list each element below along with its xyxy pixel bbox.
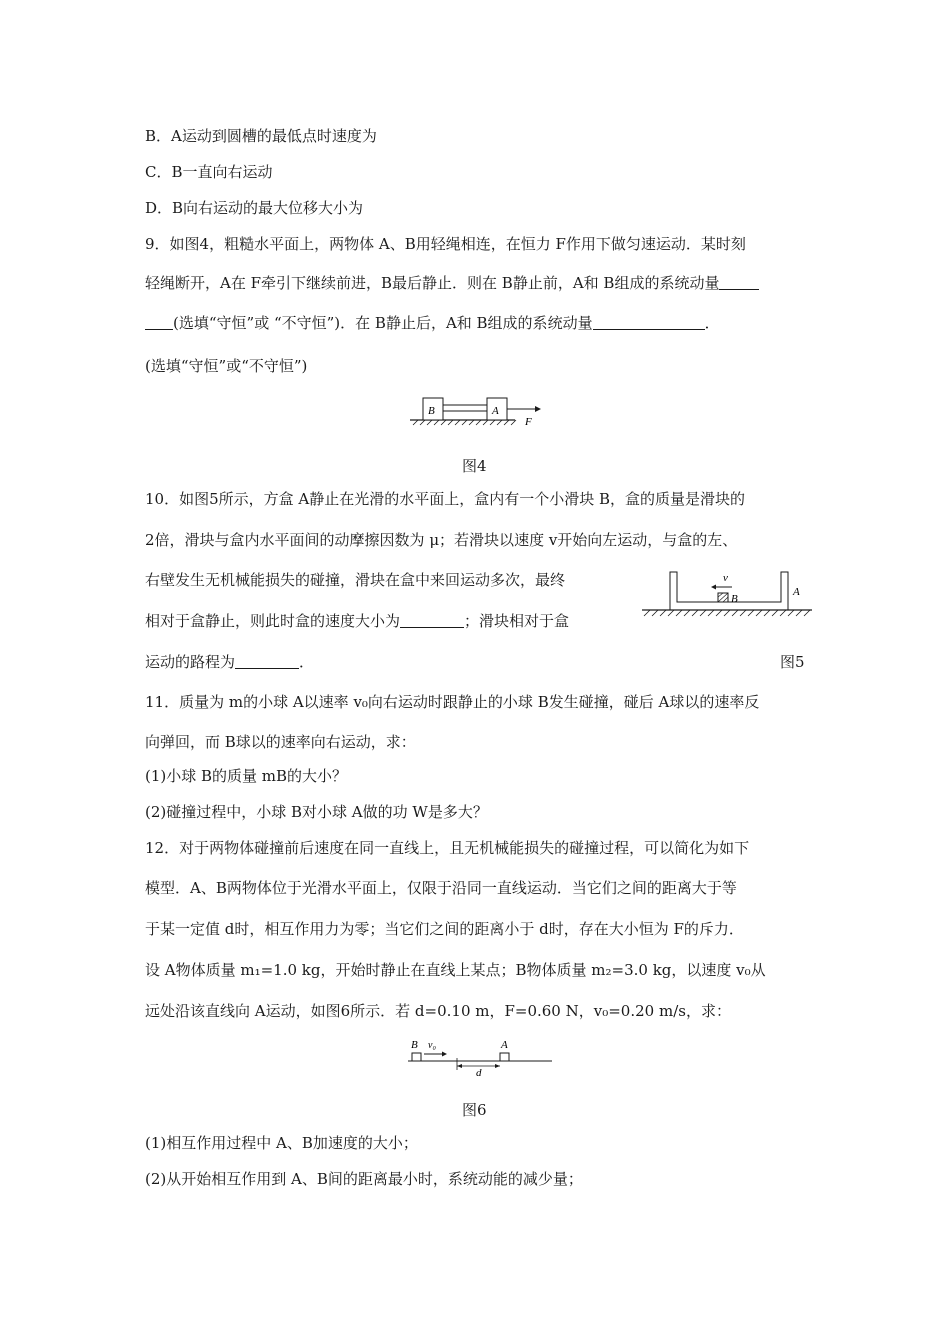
- block-a-label: A: [501, 1039, 508, 1051]
- q10-line-2: 2倍，滑块与盒内水平面间的动摩擦因数为 μ；若滑块以速度 v开始向左运动，与盒的左、: [145, 531, 738, 549]
- velocity-label: v₀: [428, 1040, 436, 1051]
- q10-blank-2[interactable]: [235, 654, 299, 669]
- q12-line-2: 模型．A、B两物体位于光滑水平面上，仅限于沿同一直线运动．当它们之间的距离大于等: [145, 879, 737, 897]
- q11-line-2: 向弹回，而 B球以的速率向右运动，求：: [145, 733, 416, 751]
- option-d: D．B向右运动的最大位移大小为: [145, 199, 364, 217]
- q9-line-2: [145, 273, 759, 293]
- block-b: [412, 1053, 421, 1061]
- ground-hatch: [642, 610, 812, 616]
- q9-blank-1b[interactable]: [145, 315, 173, 330]
- q9-line-1: 9．如图4，粗糙水平面上，两物体 A、B用轻绳相连，在恒力 F作用下做匀速运动．某时刻: [145, 235, 746, 253]
- force-label: F: [525, 416, 532, 428]
- q10-line-5-text: 运动的路程为: [145, 653, 236, 671]
- q10-line-3: 右壁发生无机械能损失的碰撞，滑块在盒中来回运动多次，最终: [145, 571, 566, 589]
- option-c: C．B一直向右运动: [145, 163, 273, 181]
- q11-sub-2: (2)碰撞过程中，小球 B对小球 A做的功 W是多大？: [145, 803, 488, 821]
- velocity-label: v: [723, 572, 728, 584]
- distance-label: d: [476, 1067, 482, 1078]
- q10-line-5-end: ．: [299, 653, 315, 671]
- q9-blank-2[interactable]: [593, 315, 705, 330]
- q12-line-5: 远处沿该直线向 A运动，如图6所示．若 d=0.10 m，F=0.60 N，v₀=0.20 m/s，求：: [145, 1002, 731, 1020]
- q9-line-3-text: (选填“守恒”或 “不守恒”)．在 B静止后，A和 B组成的系统动量: [173, 314, 593, 332]
- block-b-label: B: [411, 1039, 418, 1051]
- figure-6: [400, 1034, 560, 1078]
- q9-line-3: [145, 313, 720, 333]
- q9-line-3-end: ．: [704, 314, 720, 332]
- figure-4: [405, 393, 555, 433]
- figure-6-caption: 图6: [462, 1101, 487, 1119]
- q12-line-1: 12．对于两物体碰撞前后速度在同一直线上，且无机械能损失的碰撞过程，可以简化为如下: [145, 839, 750, 857]
- q9-blank-1a[interactable]: [719, 275, 759, 290]
- figure-5-caption: 图5: [780, 653, 805, 671]
- q12-sub-1: (1)相互作用过程中 A、B加速度的大小；: [145, 1134, 418, 1152]
- slider-b-label: B: [731, 593, 738, 605]
- figure-4-caption: 图4: [462, 457, 487, 475]
- q9-line-4: (选填“守恒”或“不守恒”): [145, 357, 308, 375]
- block-b-label: B: [428, 405, 435, 417]
- box-a-label: A: [793, 586, 800, 598]
- q10-line-4-text: 相对于盒静止，则此时盒的速度大小为: [145, 612, 401, 630]
- q10-line-1: 10．如图5所示，方盒 A静止在光滑的水平面上，盒内有一个小滑块 B，盒的质量是滑块的: [145, 490, 746, 508]
- q10-line-4-end: ；滑块相对于盒: [464, 612, 570, 630]
- q11-sub-1: (1)小球 B的质量 mB的大小？: [145, 767, 348, 785]
- box-a: [670, 572, 788, 610]
- figure-5: [640, 568, 820, 624]
- q12-line-4: 设 A物体质量 m₁=1.0 kg，开始时静止在直线上某点；B物体质量 m₂=3.0 kg，以速度 v₀从: [145, 961, 766, 979]
- q11-line-1: 11．质量为 m的小球 A以速率 v₀向右运动时跟静止的小球 B发生碰撞，碰后 A球以的速率反: [145, 693, 760, 711]
- q10-line-5: [145, 652, 314, 672]
- q10-blank-1[interactable]: [400, 613, 464, 628]
- q10-line-4: [145, 611, 569, 631]
- block-a-label: A: [492, 405, 499, 417]
- q9-line-2-text: 轻绳断开，A在 F牵引下继续前进，B最后静止．则在 B静止前，A和 B组成的系统动量: [145, 274, 720, 292]
- option-b: B．A运动到圆槽的最低点时速度为: [145, 127, 377, 145]
- q12-sub-2: (2)从开始相互作用到 A、B间的距离最小时，系统动能的减少量；: [145, 1170, 583, 1188]
- ground-hatch: [410, 420, 516, 425]
- block-a: [500, 1053, 509, 1061]
- q12-line-3: 于某一定值 d时，相互作用力为零；当它们之间的距离小于 d时，存在大小恒为 F的斥力．: [145, 920, 744, 938]
